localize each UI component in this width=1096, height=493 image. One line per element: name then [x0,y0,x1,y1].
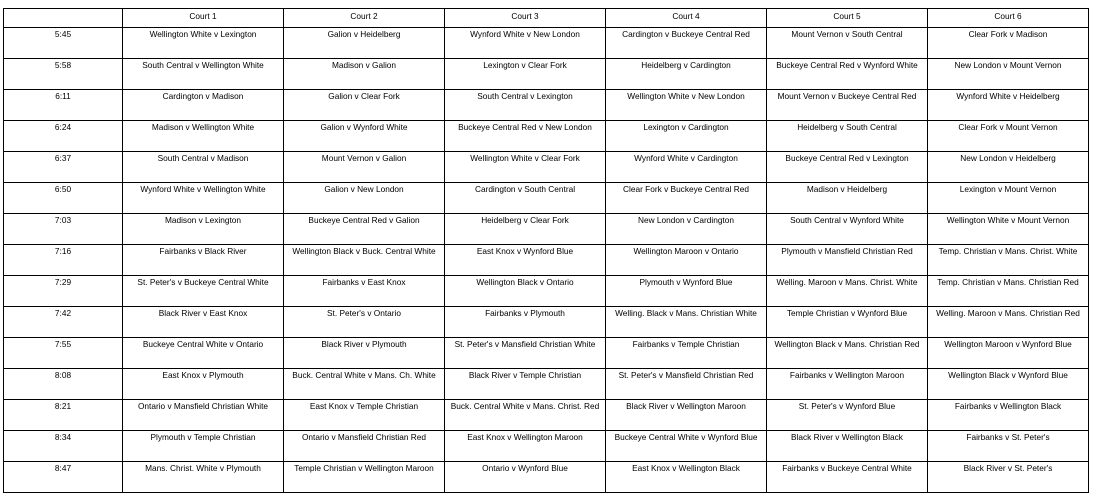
game-cell-court-3[interactable]: East Knox v Wynford Blue [445,245,606,276]
schedule-row [4,431,1089,462]
game-cell-court-3[interactable]: Heidelberg v Clear Fork [445,214,606,245]
schedule-row [4,59,1089,90]
corner-cell[interactable] [4,9,123,28]
schedule-row [4,369,1089,400]
game-cell-court-2[interactable]: Galion v Heidelberg [284,28,445,59]
game-cell-court-2[interactable]: East Knox v Temple Christian [284,400,445,431]
time-cell[interactable]: 5:58 [4,59,123,90]
time-cell[interactable]: 6:50 [4,183,123,214]
game-cell-court-6[interactable]: Wellington Maroon v Wynford Blue [928,338,1089,369]
game-cell-court-2[interactable]: Ontario v Mansfield Christian Red [284,431,445,462]
game-cell-court-3[interactable]: Wellington Black v Ontario [445,276,606,307]
game-cell-court-4[interactable]: Plymouth v Wynford Blue [606,276,767,307]
game-cell-court-2[interactable]: Mount Vernon v Galion [284,152,445,183]
time-cell[interactable]: 6:24 [4,121,123,152]
game-cell-court-1[interactable]: Wellington White v Lexington [123,28,284,59]
game-cell-court-2[interactable]: Wellington Black v Buck. Central White [284,245,445,276]
game-cell-court-5[interactable]: South Central v Wynford White [767,214,928,245]
game-cell-court-4[interactable]: Fairbanks v Temple Christian [606,338,767,369]
game-cell-court-1[interactable]: Fairbanks v Black River [123,245,284,276]
game-cell-court-2[interactable]: Black River v Plymouth [284,338,445,369]
game-cell-court-5[interactable]: Welling. Maroon v Mans. Christ. White [767,276,928,307]
game-cell-court-2[interactable]: Galion v Clear Fork [284,90,445,121]
game-cell-court-2[interactable]: Galion v New London [284,183,445,214]
game-cell-court-4[interactable]: Heidelberg v Cardington [606,59,767,90]
game-cell-court-3[interactable]: Buck. Central White v Mans. Christ. Red [445,400,606,431]
game-cell-court-1[interactable]: Buckeye Central White v Ontario [123,338,284,369]
court-1-header[interactable]: Court 1 [123,9,284,28]
schedule-row [4,462,1089,493]
game-cell-court-5[interactable]: Fairbanks v Wellington Maroon [767,369,928,400]
game-cell-court-6[interactable]: Wellington Black v Wynford Blue [928,369,1089,400]
game-cell-court-1[interactable]: Cardington v Madison [123,90,284,121]
game-cell-court-6[interactable]: Clear Fork v Madison [928,28,1089,59]
game-cell-court-5[interactable]: Mount Vernon v Buckeye Central Red [767,90,928,121]
game-cell-court-5[interactable]: Black River v Wellington Black [767,431,928,462]
game-cell-court-3[interactable]: Wynford White v New London [445,28,606,59]
schedule-row [4,183,1089,214]
game-cell-court-1[interactable]: East Knox v Plymouth [123,369,284,400]
game-cell-court-2[interactable]: Buckeye Central Red v Galion [284,214,445,245]
court-3-header[interactable]: Court 3 [445,9,606,28]
game-cell-court-4[interactable]: Buckeye Central White v Wynford Blue [606,431,767,462]
time-cell[interactable]: 8:47 [4,462,123,493]
game-cell-court-3[interactable]: East Knox v Wellington Maroon [445,431,606,462]
game-cell-court-6[interactable]: New London v Mount Vernon [928,59,1089,90]
game-cell-court-1[interactable]: South Central v Wellington White [123,59,284,90]
game-cell-court-6[interactable]: Fairbanks v St. Peter's [928,431,1089,462]
schedule-sheet [3,8,1089,493]
game-cell-court-6[interactable]: Clear Fork v Mount Vernon [928,121,1089,152]
game-cell-court-6[interactable]: Black River v St. Peter's [928,462,1089,493]
schedule-row [4,338,1089,369]
game-cell-court-3[interactable]: Cardington v South Central [445,183,606,214]
game-cell-court-4[interactable]: Welling. Black v Mans. Christian White [606,307,767,338]
court-5-header[interactable]: Court 5 [767,9,928,28]
game-cell-court-3[interactable]: South Central v Lexington [445,90,606,121]
game-cell-court-4[interactable]: New London v Cardington [606,214,767,245]
schedule-row [4,152,1089,183]
game-cell-court-1[interactable]: Mans. Christ. White v Plymouth [123,462,284,493]
game-cell-court-6[interactable]: Temp. Christian v Mans. Christ. White [928,245,1089,276]
time-cell[interactable]: 7:55 [4,338,123,369]
game-cell-court-6[interactable]: Welling. Maroon v Mans. Christian Red [928,307,1089,338]
schedule-row [4,28,1089,59]
game-cell-court-3[interactable]: Fairbanks v Plymouth [445,307,606,338]
schedule-row [4,214,1089,245]
game-cell-court-5[interactable]: Buckeye Central Red v Lexington [767,152,928,183]
game-cell-court-2[interactable]: Fairbanks v East Knox [284,276,445,307]
game-cell-court-6[interactable]: Wellington White v Mount Vernon [928,214,1089,245]
game-cell-court-3[interactable]: Ontario v Wynford Blue [445,462,606,493]
game-cell-court-1[interactable]: South Central v Madison [123,152,284,183]
game-cell-court-1[interactable]: Plymouth v Temple Christian [123,431,284,462]
game-cell-court-2[interactable]: Temple Christian v Wellington Maroon [284,462,445,493]
time-cell[interactable]: 7:03 [4,214,123,245]
time-cell[interactable]: 8:08 [4,369,123,400]
schedule-row [4,90,1089,121]
game-cell-court-5[interactable]: Madison v Heidelberg [767,183,928,214]
game-cell-court-3[interactable]: Buckeye Central Red v New London [445,121,606,152]
game-cell-court-5[interactable]: Fairbanks v Buckeye Central White [767,462,928,493]
game-cell-court-1[interactable]: Black River v East Knox [123,307,284,338]
game-cell-court-5[interactable]: Wellington Black v Mans. Christian Red [767,338,928,369]
time-cell[interactable]: 6:11 [4,90,123,121]
court-4-header[interactable]: Court 4 [606,9,767,28]
game-cell-court-1[interactable]: Ontario v Mansfield Christian White [123,400,284,431]
game-cell-court-4[interactable]: Clear Fork v Buckeye Central Red [606,183,767,214]
game-cell-court-3[interactable]: Black River v Temple Christian [445,369,606,400]
schedule-table [3,8,1089,493]
time-cell[interactable]: 7:29 [4,276,123,307]
game-cell-court-4[interactable]: Wellington Maroon v Ontario [606,245,767,276]
game-cell-court-4[interactable]: Lexington v Cardington [606,121,767,152]
court-2-header[interactable]: Court 2 [284,9,445,28]
game-cell-court-4[interactable]: Black River v Wellington Maroon [606,400,767,431]
game-cell-court-2[interactable]: St. Peter's v Ontario [284,307,445,338]
header-row [4,9,1089,28]
game-cell-court-6[interactable]: Temp. Christian v Mans. Christian Red [928,276,1089,307]
game-cell-court-5[interactable]: St. Peter's v Wynford Blue [767,400,928,431]
game-cell-court-4[interactable]: East Knox v Wellington Black [606,462,767,493]
game-cell-court-4[interactable]: St. Peter's v Mansfield Christian Red [606,369,767,400]
game-cell-court-1[interactable]: Madison v Wellington White [123,121,284,152]
court-6-header[interactable]: Court 6 [928,9,1089,28]
schedule-row [4,307,1089,338]
game-cell-court-6[interactable]: Wynford White v Heidelberg [928,90,1089,121]
game-cell-court-2[interactable]: Galion v Wynford White [284,121,445,152]
game-cell-court-6[interactable]: New London v Heidelberg [928,152,1089,183]
game-cell-court-5[interactable]: Heidelberg v South Central [767,121,928,152]
game-cell-court-1[interactable]: St. Peter's v Buckeye Central White [123,276,284,307]
game-cell-court-3[interactable]: Wellington White v Clear Fork [445,152,606,183]
game-cell-court-4[interactable]: Cardington v Buckeye Central Red [606,28,767,59]
game-cell-court-3[interactable]: Lexington v Clear Fork [445,59,606,90]
time-cell[interactable]: 6:37 [4,152,123,183]
time-cell[interactable]: 7:42 [4,307,123,338]
schedule-row [4,245,1089,276]
game-cell-court-4[interactable]: Wynford White v Cardington [606,152,767,183]
game-cell-court-2[interactable]: Madison v Galion [284,59,445,90]
game-cell-court-1[interactable]: Madison v Lexington [123,214,284,245]
game-cell-court-6[interactable]: Fairbanks v Wellington Black [928,400,1089,431]
time-cell[interactable]: 5:45 [4,28,123,59]
game-cell-court-5[interactable]: Mount Vernon v South Central [767,28,928,59]
game-cell-court-5[interactable]: Buckeye Central Red v Wynford White [767,59,928,90]
game-cell-court-2[interactable]: Buck. Central White v Mans. Ch. White [284,369,445,400]
schedule-row [4,276,1089,307]
game-cell-court-6[interactable]: Lexington v Mount Vernon [928,183,1089,214]
game-cell-court-5[interactable]: Plymouth v Mansfield Christian Red [767,245,928,276]
time-cell[interactable]: 8:34 [4,431,123,462]
schedule-row [4,400,1089,431]
game-cell-court-4[interactable]: Wellington White v New London [606,90,767,121]
time-cell[interactable]: 7:16 [4,245,123,276]
game-cell-court-1[interactable]: Wynford White v Wellington White [123,183,284,214]
schedule-row [4,121,1089,152]
game-cell-court-3[interactable]: St. Peter's v Mansfield Christian White [445,338,606,369]
game-cell-court-5[interactable]: Temple Christian v Wynford Blue [767,307,928,338]
time-cell[interactable]: 8:21 [4,400,123,431]
